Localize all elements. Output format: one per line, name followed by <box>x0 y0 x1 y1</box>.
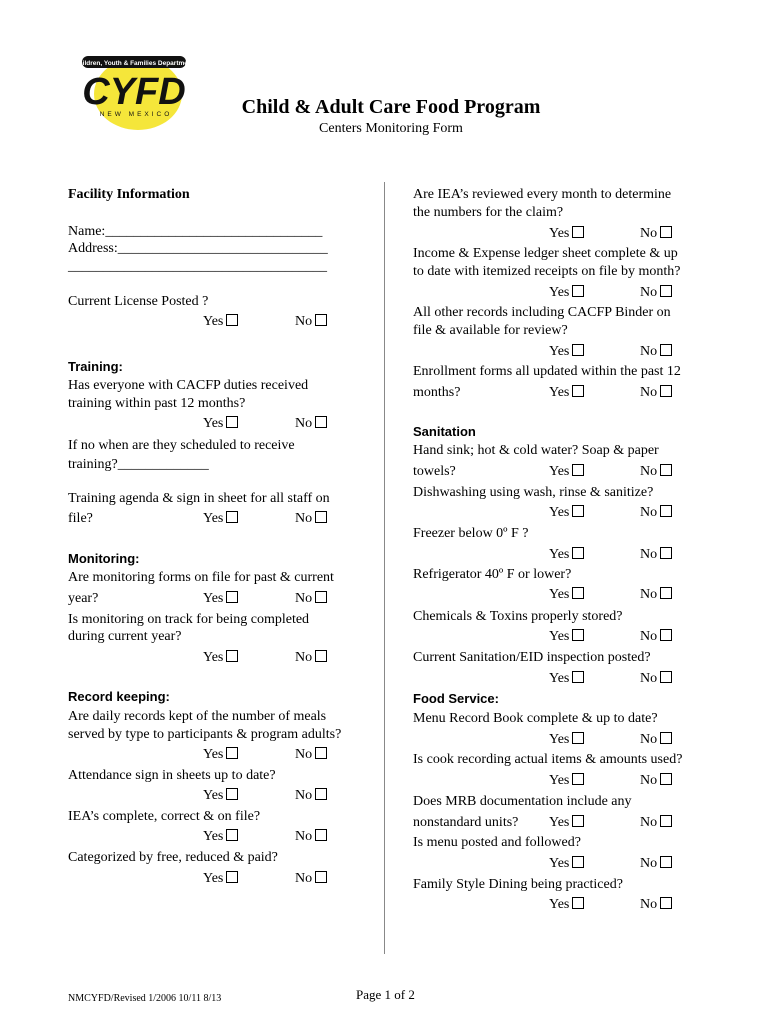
sanitation-q6-no[interactable]: No <box>640 670 672 688</box>
food-service-heading: Food Service: <box>413 691 499 706</box>
form-subtitle: Centers Monitoring Form <box>319 121 463 136</box>
sanitation-q5-no[interactable]: No <box>640 628 672 646</box>
checkbox-icon[interactable] <box>660 773 672 785</box>
food-q3-yes[interactable]: Yes <box>549 814 584 832</box>
food-q3: Does MRB documentation include any <box>413 794 632 809</box>
iea-q1-yes[interactable]: Yes <box>549 225 584 243</box>
license-yes[interactable]: Yes <box>203 313 238 331</box>
checkbox-icon[interactable] <box>315 788 327 800</box>
sanitation-q4-yes[interactable]: Yes <box>549 586 584 604</box>
svg-text:NEW MEXICO: NEW MEXICO <box>99 111 173 118</box>
record-q1-no[interactable]: No <box>295 746 327 764</box>
enrollment-q-cont: months? <box>413 385 461 400</box>
checkbox-icon[interactable] <box>660 385 672 397</box>
record-q3-yes[interactable]: Yes <box>203 828 238 846</box>
form-title: Child & Adult Care Food Program <box>241 96 541 118</box>
checkbox-icon[interactable] <box>315 314 327 326</box>
training-q3-yes[interactable]: Yes <box>203 510 238 528</box>
record-q2-yes[interactable]: Yes <box>203 787 238 805</box>
name-field[interactable]: Name:_______________________________ <box>68 224 323 239</box>
food-q1-yes[interactable]: Yes <box>549 731 584 749</box>
checkbox-icon[interactable] <box>226 871 238 883</box>
sanitation-q1: Hand sink; hot & cold water? Soap & paper <box>413 443 659 458</box>
facility-heading: Facility Information <box>68 187 190 202</box>
monitoring-q1-yes[interactable]: Yes <box>203 590 238 608</box>
svg-text:CYFD: CYFD <box>82 71 186 113</box>
record-q1-cont: served by type to participants & program adults? <box>68 727 342 742</box>
checkbox-icon[interactable] <box>660 629 672 641</box>
monitoring-heading: Monitoring: <box>68 551 140 566</box>
sanitation-heading: Sanitation <box>413 424 476 439</box>
monitoring-q1-cont: year? <box>68 591 99 606</box>
column-divider <box>384 182 385 954</box>
sanitation-q3: Freezer below 0º F ? <box>413 526 529 541</box>
sanitation-q1-cont: towels? <box>413 464 456 479</box>
training-q3-cont: file? <box>68 511 93 526</box>
iea-q1-no[interactable]: No <box>640 225 672 243</box>
checkbox-icon[interactable] <box>226 416 238 428</box>
checkbox-icon[interactable] <box>572 732 584 744</box>
checkbox-icon[interactable] <box>226 591 238 603</box>
checkbox-icon[interactable] <box>572 671 584 683</box>
checkbox-icon[interactable] <box>660 464 672 476</box>
sanitation-q4-no[interactable]: No <box>640 586 672 604</box>
checkbox-icon[interactable] <box>226 747 238 759</box>
training-date-field[interactable]: training?_____________ <box>68 457 209 472</box>
address-field[interactable]: Address:______________________________ <box>68 241 328 256</box>
iea-q1: Are IEA’s reviewed every month to determine <box>413 187 672 202</box>
checkbox-icon[interactable] <box>226 829 238 841</box>
food-q1-no[interactable]: No <box>640 731 672 749</box>
other-records-no[interactable]: No <box>640 343 672 361</box>
record-q1-yes[interactable]: Yes <box>203 746 238 764</box>
income-q: Income & Expense ledger sheet complete & up <box>413 246 678 261</box>
sanitation-q1-no[interactable]: No <box>640 463 672 481</box>
record-q3: IEA’s complete, correct & on file? <box>68 809 261 824</box>
checkbox-icon[interactable] <box>315 747 327 759</box>
checkbox-icon[interactable] <box>660 226 672 238</box>
form-revision-id: NMCYFD/Revised 1/2006 10/11 8/13 <box>68 993 222 1004</box>
training-q2: If no when are they scheduled to receive <box>68 438 295 453</box>
svg-text:Children, Youth & Families Dep: Children, Youth & Families Department <box>73 60 195 67</box>
checkbox-icon[interactable] <box>660 815 672 827</box>
address-field-line2[interactable]: _____________________________________ <box>68 259 327 274</box>
enrollment-no[interactable]: No <box>640 384 672 402</box>
sanitation-q1-yes[interactable]: Yes <box>549 463 584 481</box>
training-q3-no[interactable]: No <box>295 510 327 528</box>
checkbox-icon[interactable] <box>660 856 672 868</box>
license-question: Current License Posted ? <box>68 294 209 309</box>
page-number: Page 1 of 2 <box>356 987 415 1002</box>
record-q2: Attendance sign in sheets up to date? <box>68 768 276 783</box>
checkbox-icon[interactable] <box>572 464 584 476</box>
food-q5: Family Style Dining being practiced? <box>413 877 623 892</box>
food-q5-no[interactable]: No <box>640 896 672 914</box>
sanitation-q5: Chemicals & Toxins properly stored? <box>413 609 623 624</box>
license-no[interactable]: No <box>295 313 327 331</box>
checkbox-icon[interactable] <box>315 650 327 662</box>
food-q3-cont: nonstandard units? <box>413 815 519 830</box>
checkbox-icon[interactable] <box>226 650 238 662</box>
record-q3-no[interactable]: No <box>295 828 327 846</box>
food-q4: Is menu posted and followed? <box>413 835 581 850</box>
sanitation-q2-no[interactable]: No <box>640 504 672 522</box>
sanitation-q6: Current Sanitation/EID inspection posted? <box>413 650 651 665</box>
checkbox-icon[interactable] <box>572 505 584 517</box>
checkbox-icon[interactable] <box>226 511 238 523</box>
checkbox-icon[interactable] <box>660 587 672 599</box>
checkbox-icon[interactable] <box>572 629 584 641</box>
training-q1: Has everyone with CACFP duties received <box>68 378 309 393</box>
food-q2-no[interactable]: No <box>640 772 672 790</box>
sanitation-q4: Refrigerator 40º F or lower? <box>413 567 572 582</box>
checkbox-icon[interactable] <box>226 788 238 800</box>
checkbox-icon[interactable] <box>660 732 672 744</box>
checkbox-icon[interactable] <box>226 314 238 326</box>
food-q4-no[interactable]: No <box>640 855 672 873</box>
checkbox-icon[interactable] <box>660 671 672 683</box>
record-keeping-heading: Record keeping: <box>68 689 170 704</box>
other-records-q: All other records including CACFP Binder on <box>413 305 671 320</box>
training-heading: Training: <box>68 359 123 374</box>
checkbox-icon[interactable] <box>315 829 327 841</box>
food-q2-yes[interactable]: Yes <box>549 772 584 790</box>
training-q1-no[interactable]: No <box>295 415 327 433</box>
food-q4-yes[interactable]: Yes <box>549 855 584 873</box>
checkbox-icon[interactable] <box>660 897 672 909</box>
checkbox-icon[interactable] <box>660 285 672 297</box>
food-q5-yes[interactable]: Yes <box>549 896 584 914</box>
checkbox-icon[interactable] <box>660 505 672 517</box>
training-q1-cont: training within past 12 months? <box>68 396 246 411</box>
checkbox-icon[interactable] <box>572 587 584 599</box>
sanitation-q2-yes[interactable]: Yes <box>549 504 584 522</box>
monitoring-q2-yes[interactable]: Yes <box>203 649 238 667</box>
record-q1: Are daily records kept of the number of meals <box>68 709 327 724</box>
training-q3: Training agenda & sign in sheet for all staff on <box>68 491 330 506</box>
income-yes[interactable]: Yes <box>549 284 584 302</box>
income-q-cont: to date with itemized receipts on file by month? <box>413 264 681 279</box>
food-q2: Is cook recording actual items & amounts used? <box>413 752 683 767</box>
checkbox-icon[interactable] <box>572 226 584 238</box>
iea-q1-cont: the numbers for the claim? <box>413 205 564 220</box>
checkbox-icon[interactable] <box>660 344 672 356</box>
sanitation-q3-yes[interactable]: Yes <box>549 546 584 564</box>
training-q1-yes[interactable]: Yes <box>203 415 238 433</box>
record-q2-no[interactable]: No <box>295 787 327 805</box>
income-no[interactable]: No <box>640 284 672 302</box>
monitoring-q2: Is monitoring on track for being completed <box>68 612 310 627</box>
checkbox-icon[interactable] <box>572 773 584 785</box>
checkbox-icon[interactable] <box>572 344 584 356</box>
checkbox-icon[interactable] <box>315 591 327 603</box>
monitoring-q2-cont: during current year? <box>68 629 182 644</box>
record-q4-no[interactable]: No <box>295 870 327 888</box>
checkbox-icon[interactable] <box>660 547 672 559</box>
enrollment-yes[interactable]: Yes <box>549 384 584 402</box>
monitoring-q1-no[interactable]: No <box>295 590 327 608</box>
checkbox-icon[interactable] <box>572 385 584 397</box>
checkbox-icon[interactable] <box>572 897 584 909</box>
monitoring-q1: Are monitoring forms on file for past & current <box>68 570 334 585</box>
other-records-q-cont: file & available for review? <box>413 323 568 338</box>
checkbox-icon[interactable] <box>315 416 327 428</box>
other-records-yes[interactable]: Yes <box>549 343 584 361</box>
record-q4: Categorized by free, reduced & paid? <box>68 850 278 865</box>
sanitation-q3-no[interactable]: No <box>640 546 672 564</box>
checkbox-icon[interactable] <box>315 871 327 883</box>
checkbox-icon[interactable] <box>572 856 584 868</box>
checkbox-icon[interactable] <box>572 815 584 827</box>
sanitation-q5-yes[interactable]: Yes <box>549 628 584 646</box>
checkbox-icon[interactable] <box>315 511 327 523</box>
enrollment-q: Enrollment forms all updated within the past 12 <box>413 364 681 379</box>
monitoring-q2-no[interactable]: No <box>295 649 327 667</box>
sanitation-q6-yes[interactable]: Yes <box>549 670 584 688</box>
sanitation-q2: Dishwashing using wash, rinse & sanitize? <box>413 485 654 500</box>
checkbox-icon[interactable] <box>572 285 584 297</box>
record-q4-yes[interactable]: Yes <box>203 870 238 888</box>
checkbox-icon[interactable] <box>572 547 584 559</box>
food-q1: Menu Record Book complete & up to date? <box>413 711 658 726</box>
food-q3-no[interactable]: No <box>640 814 672 832</box>
